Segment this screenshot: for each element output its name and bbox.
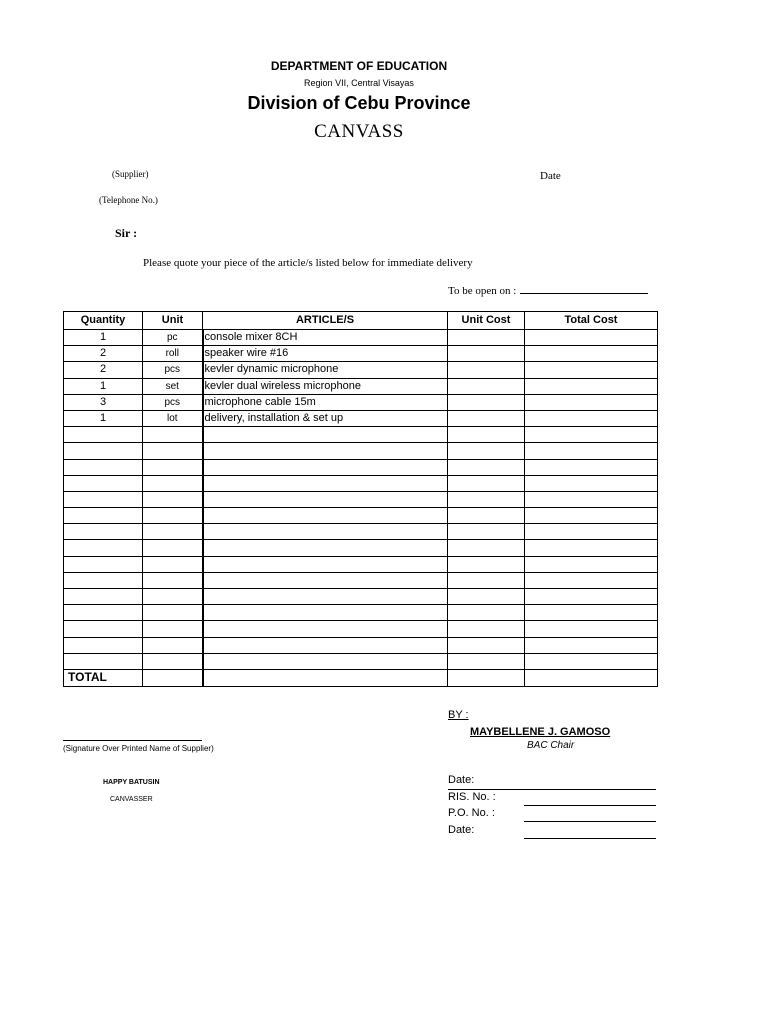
total-article xyxy=(203,669,448,686)
cell-total-cost xyxy=(525,605,658,621)
table-row xyxy=(64,330,658,346)
cell-quantity: 3 xyxy=(64,394,143,410)
table-row xyxy=(64,362,658,378)
cell-article xyxy=(203,491,448,507)
cell-article xyxy=(203,508,448,524)
header-articles: ARTICLE/S xyxy=(203,312,448,330)
cell-quantity: 2 xyxy=(64,362,143,378)
cell-quantity xyxy=(64,653,143,669)
cell-total-cost xyxy=(525,362,658,378)
cell-unit xyxy=(143,572,203,588)
cell-unit-cost xyxy=(448,459,525,475)
cell-total-cost xyxy=(525,459,658,475)
cell-article xyxy=(203,637,448,653)
cell-article xyxy=(203,524,448,540)
total-label: TOTAL xyxy=(64,669,143,686)
date-field-line xyxy=(448,789,656,790)
cell-total-cost xyxy=(525,589,658,605)
items-table xyxy=(63,311,658,687)
cell-article: speaker wire #16 xyxy=(203,346,448,362)
header-unit-cost: Unit Cost xyxy=(448,312,525,330)
cell-unit-cost xyxy=(448,410,525,426)
table-row xyxy=(64,427,658,443)
cell-unit-cost xyxy=(448,572,525,588)
date-field-label: Date: xyxy=(448,774,475,786)
cell-total-cost xyxy=(525,378,658,394)
table-row xyxy=(64,475,658,491)
cell-quantity xyxy=(64,443,143,459)
cell-unit xyxy=(143,556,203,572)
open-on-label: To be open on : xyxy=(448,285,517,297)
cell-unit xyxy=(143,443,203,459)
cell-total-cost xyxy=(525,491,658,507)
cell-total-cost xyxy=(525,524,658,540)
cell-unit xyxy=(143,491,203,507)
table-row xyxy=(64,621,658,637)
by-label: BY : xyxy=(448,709,469,721)
cell-article xyxy=(203,475,448,491)
cell-unit: pcs xyxy=(143,394,203,410)
cell-quantity xyxy=(64,637,143,653)
open-on-field xyxy=(448,283,648,297)
cell-article xyxy=(203,443,448,459)
table-row xyxy=(64,556,658,572)
cell-quantity xyxy=(64,556,143,572)
table-row xyxy=(64,346,658,362)
total-total-cost xyxy=(525,669,658,686)
cell-quantity xyxy=(64,475,143,491)
cell-article xyxy=(203,572,448,588)
cell-article: delivery, installation & set up xyxy=(203,410,448,426)
cell-unit-cost xyxy=(448,346,525,362)
cell-unit-cost xyxy=(448,427,525,443)
cell-unit xyxy=(143,427,203,443)
cell-quantity xyxy=(64,524,143,540)
table-row xyxy=(64,524,658,540)
cell-unit-cost xyxy=(448,621,525,637)
cell-unit xyxy=(143,653,203,669)
cell-article: kevler dynamic microphone xyxy=(203,362,448,378)
table-row xyxy=(64,653,658,669)
cell-quantity xyxy=(64,540,143,556)
cell-unit xyxy=(143,540,203,556)
cell-article: console mixer 8CH xyxy=(203,330,448,346)
cell-total-cost xyxy=(525,346,658,362)
table-row xyxy=(64,508,658,524)
cell-unit xyxy=(143,508,203,524)
cell-total-cost xyxy=(525,540,658,556)
cell-unit xyxy=(143,637,203,653)
cell-quantity: 1 xyxy=(64,378,143,394)
open-on-line xyxy=(520,283,648,294)
cell-total-cost xyxy=(525,556,658,572)
canvasser-title: CANVASSER xyxy=(110,796,153,803)
table-row xyxy=(64,637,658,653)
header-unit: Unit xyxy=(143,312,203,330)
cell-total-cost xyxy=(525,410,658,426)
cell-unit-cost xyxy=(448,524,525,540)
cell-unit-cost xyxy=(448,637,525,653)
region-subheading: Region VII, Central Visayas xyxy=(304,78,414,88)
cell-unit-cost xyxy=(448,394,525,410)
header-quantity: Quantity xyxy=(64,312,143,330)
cell-quantity xyxy=(64,459,143,475)
cell-total-cost xyxy=(525,443,658,459)
table-row xyxy=(64,491,658,507)
cell-unit-cost xyxy=(448,605,525,621)
cell-total-cost xyxy=(525,394,658,410)
salutation: Sir : xyxy=(115,226,138,240)
cell-total-cost xyxy=(525,475,658,491)
telephone-label: (Telephone No.) xyxy=(99,195,158,205)
cell-article: microphone cable 15m xyxy=(203,394,448,410)
cell-total-cost xyxy=(525,572,658,588)
date-label: Date xyxy=(540,170,561,182)
cell-article xyxy=(203,459,448,475)
total-unit-cost xyxy=(448,669,525,686)
cell-unit: pc xyxy=(143,330,203,346)
cell-article xyxy=(203,589,448,605)
cell-unit-cost xyxy=(448,653,525,669)
division-heading: Division of Cebu Province xyxy=(247,93,471,113)
intro-text: Please quote your piece of the article/s listed below for immediate delivery xyxy=(143,257,473,269)
cell-unit-cost xyxy=(448,362,525,378)
cell-unit-cost xyxy=(448,491,525,507)
cell-quantity xyxy=(64,508,143,524)
po-no-label: P.O. No. : xyxy=(448,807,495,819)
cell-unit xyxy=(143,621,203,637)
canvasser-name: HAPPY BATUSIN xyxy=(103,779,160,786)
cell-total-cost xyxy=(525,508,658,524)
cell-quantity xyxy=(64,605,143,621)
cell-unit: lot xyxy=(143,410,203,426)
table-row xyxy=(64,589,658,605)
date2-field-line xyxy=(524,838,656,839)
table-row xyxy=(64,378,658,394)
cell-total-cost xyxy=(525,637,658,653)
cell-unit xyxy=(143,475,203,491)
po-no-line xyxy=(524,821,656,822)
cell-unit: pcs xyxy=(143,362,203,378)
ris-no-label: RIS. No. : xyxy=(448,791,496,803)
items-body xyxy=(64,330,658,687)
ris-no-line xyxy=(524,805,656,806)
cell-unit-cost xyxy=(448,508,525,524)
total-unit xyxy=(143,669,203,686)
table-row xyxy=(64,572,658,588)
supplier-signature-label: (Signature Over Printed Name of Supplier) xyxy=(63,744,214,753)
cell-quantity xyxy=(64,572,143,588)
cell-quantity xyxy=(64,491,143,507)
cell-unit xyxy=(143,459,203,475)
cell-unit xyxy=(143,524,203,540)
cell-unit-cost xyxy=(448,540,525,556)
supplier-signature-line xyxy=(63,740,202,741)
supplier-label: (Supplier) xyxy=(112,169,149,179)
bac-chair-name: MAYBELLENE J. GAMOSO xyxy=(470,726,611,738)
cell-total-cost xyxy=(525,653,658,669)
cell-unit-cost xyxy=(448,589,525,605)
cell-unit xyxy=(143,589,203,605)
table-row xyxy=(64,394,658,410)
date2-field-label: Date: xyxy=(448,824,475,836)
cell-article: kevler dual wireless microphone xyxy=(203,378,448,394)
total-row xyxy=(64,669,658,686)
header-total-cost: Total Cost xyxy=(525,312,658,330)
cell-quantity: 1 xyxy=(64,330,143,346)
cell-article xyxy=(203,621,448,637)
cell-total-cost xyxy=(525,427,658,443)
cell-article xyxy=(203,540,448,556)
table-row xyxy=(64,443,658,459)
cell-total-cost xyxy=(525,330,658,346)
cell-unit: set xyxy=(143,378,203,394)
cell-quantity xyxy=(64,589,143,605)
cell-article xyxy=(203,605,448,621)
table-row xyxy=(64,540,658,556)
table-header-row xyxy=(64,312,658,330)
cell-quantity: 2 xyxy=(64,346,143,362)
table-row xyxy=(64,410,658,426)
cell-unit: roll xyxy=(143,346,203,362)
cell-quantity xyxy=(64,621,143,637)
cell-article xyxy=(203,556,448,572)
cell-total-cost xyxy=(525,621,658,637)
cell-quantity: 1 xyxy=(64,410,143,426)
cell-unit-cost xyxy=(448,475,525,491)
cell-article xyxy=(203,653,448,669)
form-title: CANVASS xyxy=(314,121,404,142)
cell-unit-cost xyxy=(448,378,525,394)
cell-quantity xyxy=(64,427,143,443)
table-row xyxy=(64,459,658,475)
department-heading: DEPARTMENT OF EDUCATION xyxy=(270,59,448,73)
table-row xyxy=(64,605,658,621)
cell-unit-cost xyxy=(448,556,525,572)
cell-unit-cost xyxy=(448,330,525,346)
cell-article xyxy=(203,427,448,443)
bac-chair-title: BAC Chair xyxy=(527,740,575,751)
cell-unit xyxy=(143,605,203,621)
cell-unit-cost xyxy=(448,443,525,459)
